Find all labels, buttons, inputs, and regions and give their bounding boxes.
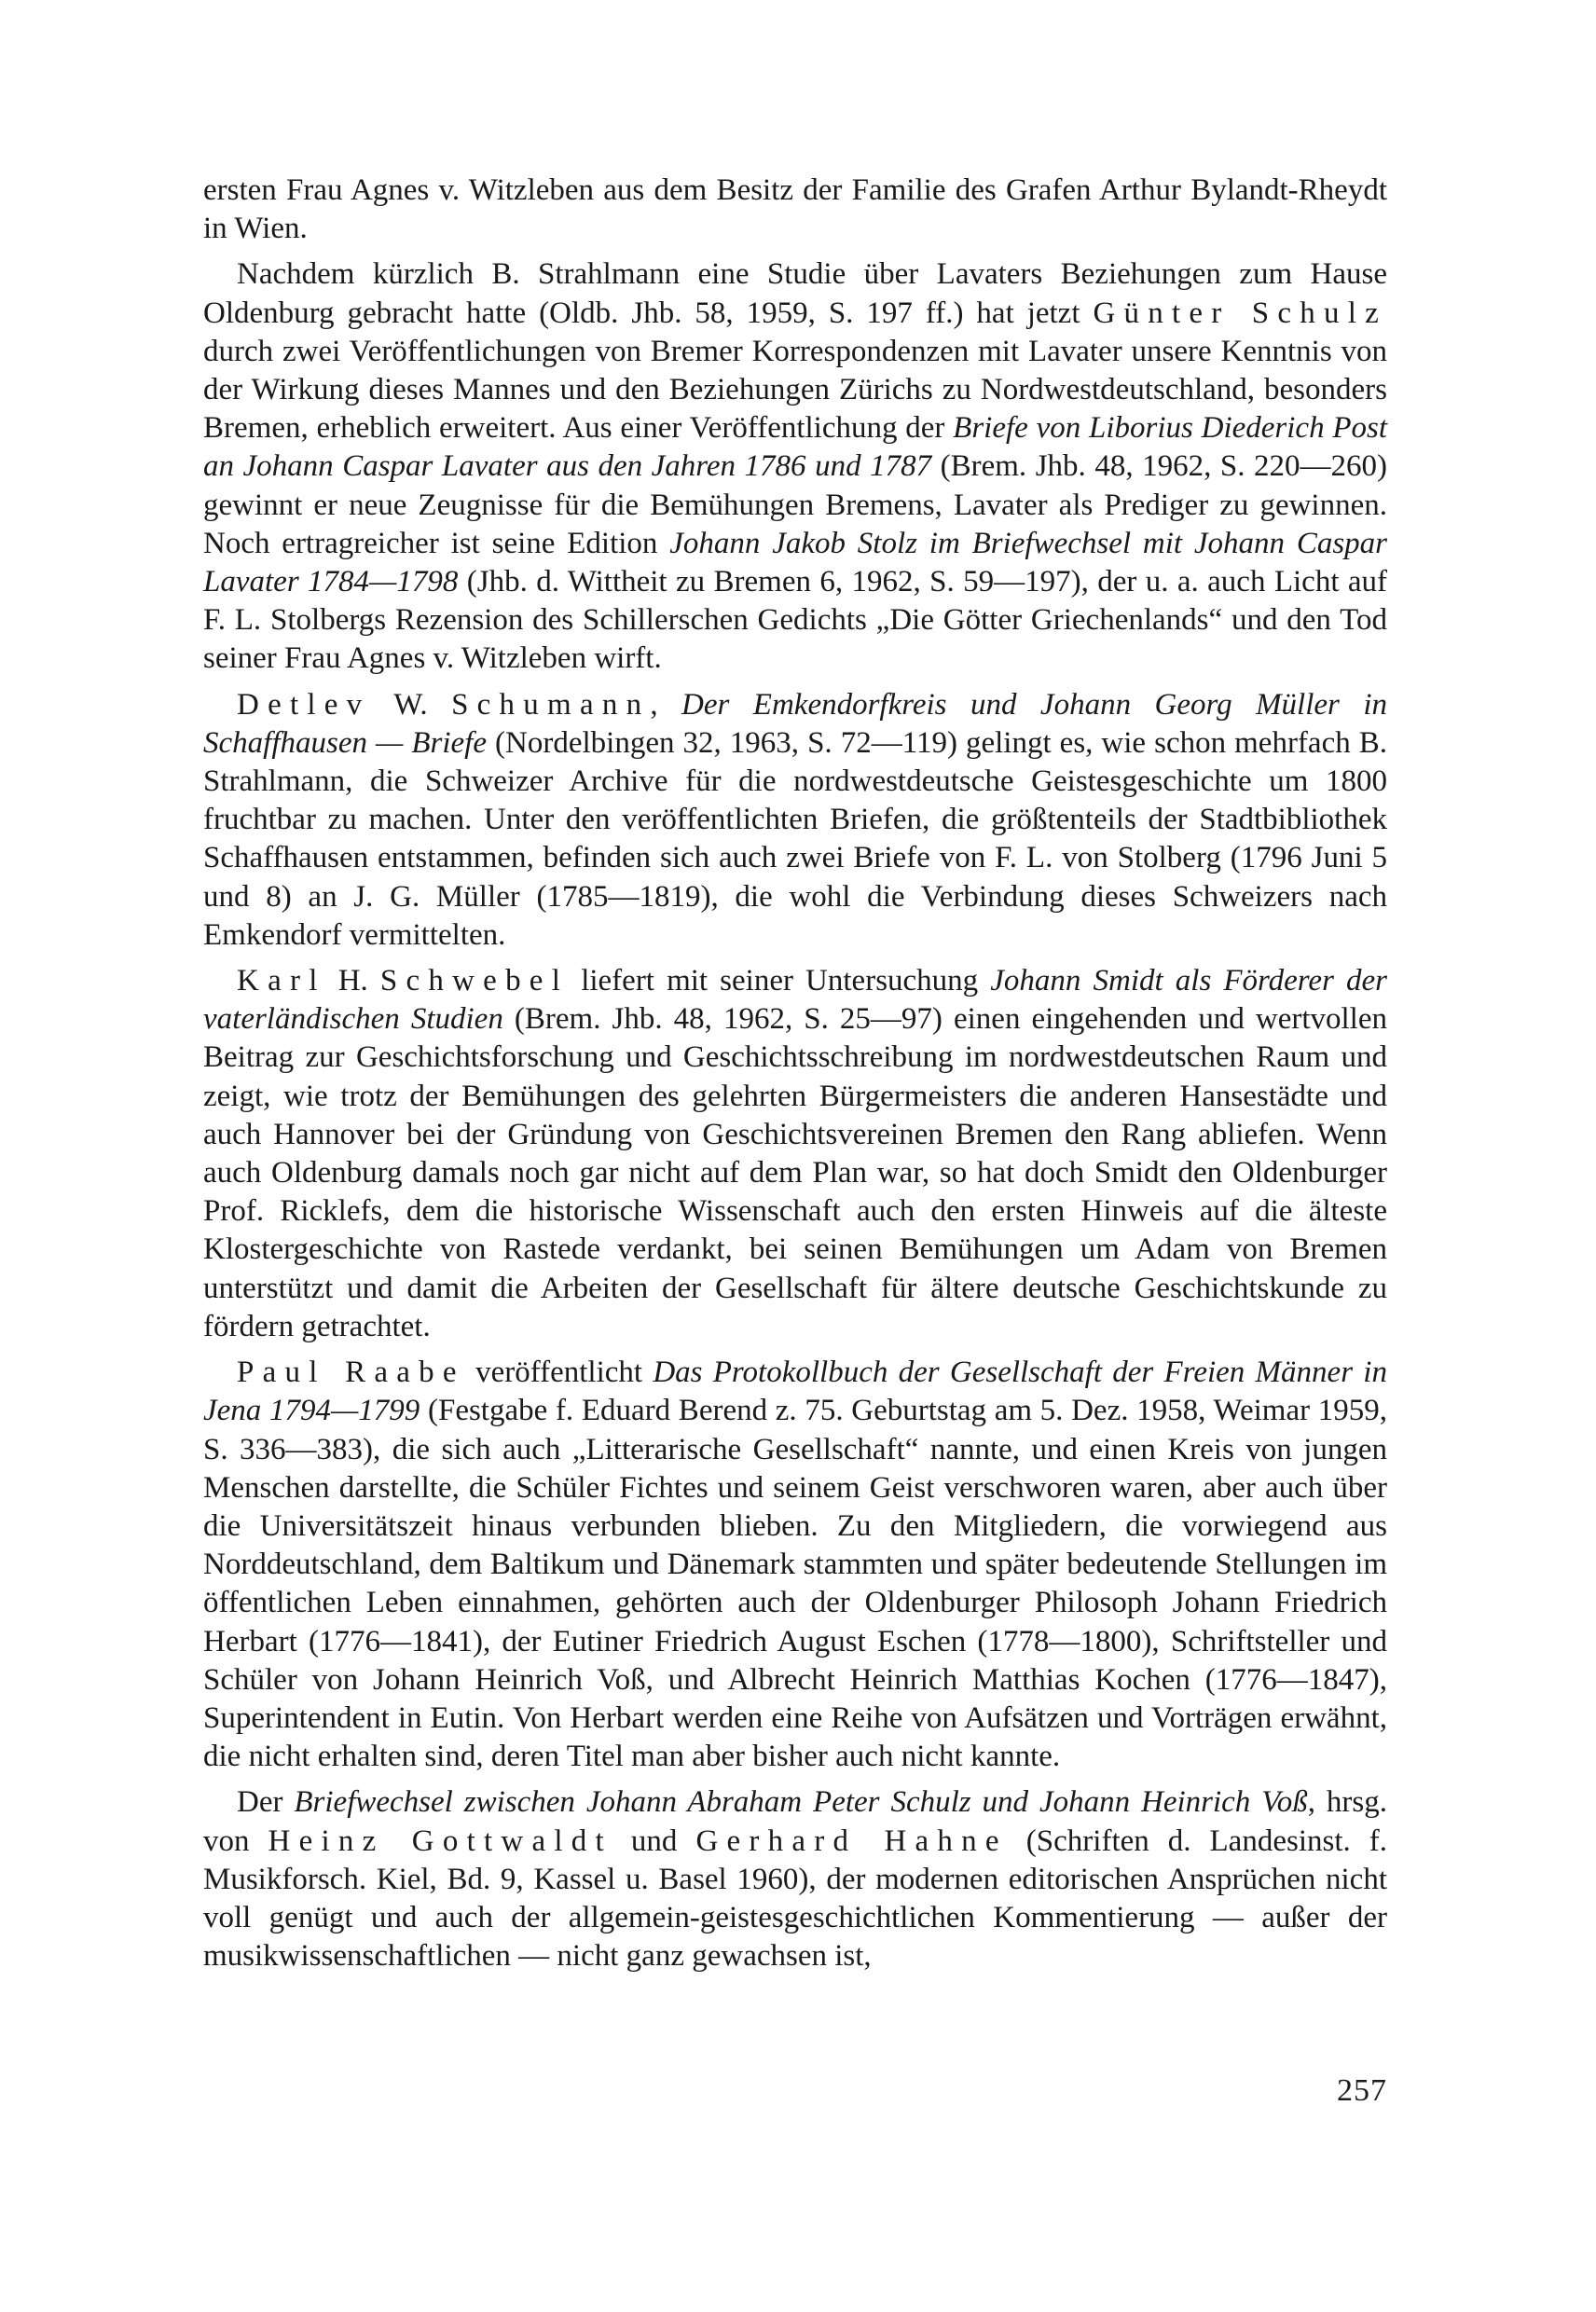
paragraph: [203, 1783, 1387, 1975]
body-text: durch zwei Veröffentlichungen von Bremer Korrespondenzen mit Lavater unsere Kenntnis von der Wirkung dieses Mannes und den Beziehungen Zürichs zu Nordwestdeutschland, besonders Bremen, erheblich erweitert. Aus einer Veröffentlichung der: [203, 334, 1387, 446]
body-text: Der: [237, 1785, 295, 1820]
author-name: Karl: [237, 964, 326, 998]
body-text: (Brem. Jhb. 48, 1962, S. 25—97) einen eingehenden und wertvollen Beitrag zur Geschichtsforschung und Geschichtsschreibung im nordwestdeutschen Raum und zeigt, wie trotz der Bemühungen des gelehrten Bürgermeisters die anderen Hansestädte und auch Hannover bei der Gründung von Geschichtsvereinen Bremen den Rang abliefen. Wenn auch Oldenburg damals noch gar nicht auf dem Plan war, so hat doch Smidt den Oldenburger Prof. Ricklefs, dem die historische Wissenschaft auch den ersten Hinweis auf die älteste Klostergeschichte von Rastede verdankt, bei seinen Bemühungen um Adam von Bremen unterstützt und damit die Arbeiten der Gesellschaft für ältere deutsche Geschichtskunde zu fördern getrachtet.: [203, 1002, 1388, 1343]
title-text: Briefe von Liborius Diederich Post an Johann Caspar Lavater aus den Jahren 1786 und 1787: [203, 411, 1387, 484]
body-text: (Jhb. d. Wittheit zu Bremen 6, 1962, S. 59—197), der u. a. auch Licht auf F. L. Stolbergs Rezension des Schillerschen Gedichts „Die Götter Griechenlands“ und den Tod seiner Frau Agnes v. Witzleben wirft.: [203, 565, 1388, 676]
body-text: veröffentlicht: [464, 1356, 654, 1390]
paragraph: [203, 255, 1387, 678]
author-name: Gerhard Hahne: [695, 1823, 1008, 1858]
title-text: Briefwechsel zwischen Johann Abraham Peter Schulz und Johann Heinrich Voß: [294, 1785, 1308, 1820]
page-body: [203, 172, 1387, 1983]
body-text: W.: [370, 687, 452, 722]
author-name: Detlev: [237, 687, 371, 722]
title-text: Johann Smidt als Förderer der vaterländischen Studien: [203, 964, 1387, 1037]
body-text: (Schriften d. Landesinst. f. Musikforsch. Kiel, Bd. 9, Kassel u. Basel 1960), der modernen editorischen Ansprüchen nicht voll genügt und auch der allgemein-geistesgeschichtlichen Kommentierung — außer der musikwissenschaftlichen — nicht ganz gewachsen ist,: [203, 1823, 1387, 1974]
author-name: Schwebel: [379, 964, 570, 998]
paragraph: [203, 1354, 1387, 1776]
body-text: Nachdem kürzlich B. Strahlmann eine Studie über Lavaters Beziehungen zum Hause Oldenburg gebracht hatte (Oldb. Jhb. 58, 1959, S. 197 ff.) hat jetzt: [203, 257, 1387, 330]
title-text: Der Emkendorfkreis und Johann Georg Müller in Schaffhausen — Briefe: [203, 687, 1387, 760]
body-text: H.: [325, 964, 380, 998]
page-number: 257: [1337, 2073, 1387, 2108]
body-text: (Brem. Jhb. 48, 1962, S. 220—260) gewinnt er neue Zeugnisse für die Bemühungen Bremens, Lavater als Prediger zu gewinnen. Noch ertragreicher ist seine Edition: [203, 449, 1387, 560]
author-name: Paul Raabe: [237, 1356, 465, 1390]
body-text: , hrsg. von: [203, 1785, 1387, 1858]
paragraph: [203, 686, 1387, 955]
paragraph: [203, 172, 1387, 248]
title-text: Johann Jakob Stolz im Briefwechsel mit Johann Caspar Lavater 1784—1798: [203, 526, 1388, 599]
body-text: (Nordelbingen 32, 1963, S. 72—119) gelingt es, wie schon mehrfach B. Strahlmann, die Schweizer Archive für die nordwestdeutsche Geistesgeschichte um 1800 fruchtbar zu machen. Unter den veröffentlichten Briefen, die größtenteils der Stadtbibliothek Schaffhausen entstammen, befinden sich auch zwei Briefe von F. L. von Stolberg (1796 Juni 5 und 8) an J. G. Müller (1785—1819), die wohl die Verbindung dieses Schweizers nach Emkendorf vermittelten.: [203, 725, 1388, 952]
body-text: (Festgabe f. Eduard Berend z. 75. Geburtstag am 5. Dez. 1958, Weimar 1959, S. 336—383), die sich auch „Litterarische Gesellschaft“ nannte, und einen Kreis von jungen Menschen darstellte, die Schüler Fichtes und seinem Geist verschworen waren, aber auch über die Universitätszeit hinaus verbunden blieben. Zu den Mitgliedern, die vorwiegend aus Norddeutschland, dem Baltikum und Dänemark stammten und später bedeutende Stellungen im öffentlichen Leben einnahmen, gehörten auch der Oldenburger Philosoph Johann Friedrich Herbart (1776—1841), der Eutiner Friedrich August Eschen (1778—1800), Schriftsteller und Schüler von Johann Heinrich Voß, und Albrecht Heinrich Matthias Kochen (1776—1847), Superintendent in Eutin. Von Herbart werden eine Reihe von Aufsätzen und Vorträgen erwähnt, die nicht erhalten sind, deren Titel man aber bisher auch nicht kannte.: [203, 1394, 1388, 1774]
paragraph: [203, 962, 1387, 1346]
title-text: Das Protokollbuch der Gesellschaft der Freien Männer in Jena 1794—1799: [203, 1356, 1387, 1428]
body-text: und: [612, 1823, 696, 1858]
author-name: Günter Schulz: [1093, 296, 1387, 330]
author-name: Schumann: [451, 687, 651, 722]
body-text: ,: [650, 687, 682, 722]
author-name: Heinz Gottwaldt: [268, 1823, 612, 1858]
body-text: liefert mit seiner Untersuchung: [569, 964, 991, 998]
body-text: ersten Frau Agnes v. Witzleben aus dem Besitz der Familie des Grafen Arthur Bylandt-Rheydt in Wien.: [203, 173, 1387, 246]
